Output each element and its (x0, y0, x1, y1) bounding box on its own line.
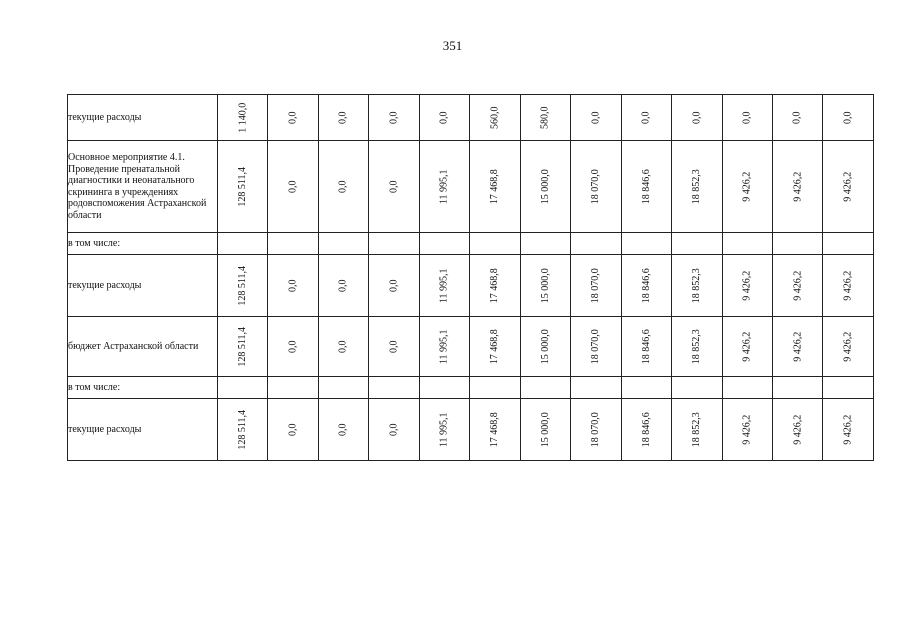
value-cell (318, 233, 368, 255)
cell-value: 0,0 (438, 111, 450, 124)
page-number: 351 (442, 38, 463, 53)
cell-value: 18 852,3 (691, 412, 703, 447)
cell-value: 18 846,6 (640, 412, 652, 447)
value-cell (823, 377, 873, 399)
value-cell (268, 95, 318, 141)
cell-value: 1 140,0 (236, 102, 248, 133)
cell-value: 9 426,2 (842, 270, 854, 301)
value-cell (571, 141, 621, 233)
value-cell (218, 399, 268, 461)
cell-value: 11 995,1 (438, 329, 450, 364)
value-cell (218, 233, 268, 255)
cell-value: 15 000,0 (539, 329, 551, 364)
value-cell (772, 141, 822, 233)
value-cell (318, 377, 368, 399)
value-cell (218, 141, 268, 233)
cell-value: 580,0 (539, 106, 551, 129)
cell-value: 9 426,2 (791, 171, 803, 202)
value-cell (772, 233, 822, 255)
cell-value: 9 426,2 (791, 270, 803, 301)
cell-value: 0,0 (741, 111, 753, 124)
cell-value: 15 000,0 (539, 268, 551, 303)
value-cell (470, 377, 520, 399)
row-label: в том числе: (68, 233, 218, 255)
value-cell (419, 317, 469, 377)
row-label: в том числе: (68, 377, 218, 399)
table-row (68, 399, 874, 461)
cell-value: 0,0 (337, 111, 349, 124)
value-cell (369, 95, 419, 141)
value-cell (419, 377, 469, 399)
value-cell (318, 141, 368, 233)
value-cell (672, 141, 722, 233)
cell-value: 9 426,2 (741, 414, 753, 445)
value-cell (722, 399, 772, 461)
value-cell (268, 141, 318, 233)
value-cell (369, 399, 419, 461)
value-cell (268, 317, 318, 377)
cell-value: 9 426,2 (741, 331, 753, 362)
value-cell (470, 233, 520, 255)
value-cell (470, 141, 520, 233)
cell-value: 18 852,3 (691, 169, 703, 204)
cell-value: 15 000,0 (539, 412, 551, 447)
cell-value: 9 426,2 (791, 331, 803, 362)
table-body (68, 95, 874, 461)
cell-value: 0,0 (691, 111, 703, 124)
table-row (68, 255, 874, 317)
value-cell (218, 377, 268, 399)
value-cell (571, 399, 621, 461)
value-cell (823, 399, 873, 461)
value-cell (672, 399, 722, 461)
value-cell (419, 399, 469, 461)
cell-value: 0,0 (590, 111, 602, 124)
value-cell (419, 233, 469, 255)
cell-value: 0,0 (287, 279, 299, 292)
row-label: текущие расходы (68, 255, 218, 317)
cell-value: 0,0 (388, 423, 400, 436)
value-cell (722, 233, 772, 255)
cell-value: 18 852,3 (691, 329, 703, 364)
value-cell (520, 377, 570, 399)
cell-value: 0,0 (791, 111, 803, 124)
cell-value: 9 426,2 (741, 171, 753, 202)
value-cell (369, 255, 419, 317)
value-cell (318, 255, 368, 317)
value-cell (318, 95, 368, 141)
value-cell (772, 317, 822, 377)
value-cell (520, 141, 570, 233)
value-cell (621, 317, 671, 377)
value-cell (218, 317, 268, 377)
value-cell (722, 377, 772, 399)
value-cell (369, 377, 419, 399)
table-row (68, 377, 874, 399)
cell-value: 17 468,8 (489, 329, 501, 364)
value-cell (571, 255, 621, 317)
cell-value: 11 995,1 (438, 169, 450, 204)
value-cell (722, 95, 772, 141)
value-cell (218, 95, 268, 141)
value-cell (268, 377, 318, 399)
value-cell (772, 399, 822, 461)
value-cell (268, 255, 318, 317)
value-cell (621, 399, 671, 461)
cell-value: 560,0 (489, 106, 501, 129)
cell-value: 0,0 (337, 423, 349, 436)
value-cell (772, 377, 822, 399)
value-cell (823, 141, 873, 233)
cell-value: 0,0 (388, 111, 400, 124)
value-cell (722, 317, 772, 377)
cell-value: 0,0 (337, 180, 349, 193)
cell-value: 17 468,8 (489, 412, 501, 447)
table-row (68, 141, 874, 233)
budget-table (67, 94, 874, 461)
cell-value: 128 511,4 (236, 166, 248, 207)
value-cell (672, 317, 722, 377)
value-cell (823, 317, 873, 377)
value-cell (571, 95, 621, 141)
cell-value: 18 846,6 (640, 329, 652, 364)
value-cell (268, 233, 318, 255)
value-cell (520, 233, 570, 255)
cell-value: 9 426,2 (842, 171, 854, 202)
cell-value: 11 995,1 (438, 412, 450, 447)
cell-value: 0,0 (388, 279, 400, 292)
cell-value: 9 426,2 (741, 270, 753, 301)
cell-value: 0,0 (287, 423, 299, 436)
cell-value: 0,0 (842, 111, 854, 124)
value-cell (520, 317, 570, 377)
value-cell (823, 95, 873, 141)
value-cell (318, 317, 368, 377)
cell-value: 0,0 (337, 340, 349, 353)
value-cell (672, 255, 722, 317)
value-cell (369, 317, 419, 377)
value-cell (621, 141, 671, 233)
value-cell (672, 95, 722, 141)
table-row (68, 233, 874, 255)
value-cell (823, 255, 873, 317)
value-cell (672, 233, 722, 255)
cell-value: 128 511,4 (236, 326, 248, 367)
value-cell (722, 255, 772, 317)
cell-value: 0,0 (287, 180, 299, 193)
value-cell (520, 399, 570, 461)
cell-value: 128 511,4 (236, 265, 248, 306)
cell-value: 18 070,0 (590, 412, 602, 447)
value-cell (520, 255, 570, 317)
cell-value: 18 846,6 (640, 169, 652, 204)
cell-value: 18 070,0 (590, 268, 602, 303)
value-cell (571, 317, 621, 377)
cell-value: 0,0 (337, 279, 349, 292)
value-cell (369, 233, 419, 255)
cell-value: 0,0 (287, 111, 299, 124)
value-cell (520, 95, 570, 141)
cell-value: 15 000,0 (539, 169, 551, 204)
cell-value: 0,0 (388, 180, 400, 193)
cell-value: 18 852,3 (691, 268, 703, 303)
value-cell (218, 255, 268, 317)
cell-value: 17 468,8 (489, 268, 501, 303)
row-label: текущие расходы (68, 95, 218, 141)
value-cell (823, 233, 873, 255)
row-label: бюджет Астраханской области (68, 317, 218, 377)
value-cell (672, 377, 722, 399)
row-label: текущие расходы (68, 399, 218, 461)
cell-value: 0,0 (287, 340, 299, 353)
value-cell (621, 95, 671, 141)
cell-value: 0,0 (388, 340, 400, 353)
cell-value: 17 468,8 (489, 169, 501, 204)
value-cell (722, 141, 772, 233)
value-cell (470, 317, 520, 377)
cell-value: 11 995,1 (438, 268, 450, 303)
value-cell (470, 95, 520, 141)
value-cell (772, 255, 822, 317)
value-cell (621, 233, 671, 255)
cell-value: 18 070,0 (590, 169, 602, 204)
cell-value: 128 511,4 (236, 409, 248, 450)
value-cell (571, 233, 621, 255)
cell-value: 9 426,2 (791, 414, 803, 445)
value-cell (419, 255, 469, 317)
cell-value: 18 846,6 (640, 268, 652, 303)
cell-value: 9 426,2 (842, 414, 854, 445)
table-row (68, 95, 874, 141)
value-cell (621, 377, 671, 399)
cell-value: 0,0 (640, 111, 652, 124)
row-label: Основное мероприятие 4.1. Проведение пренатальной диагностики и неонатального скрининга в учреждениях родовспоможения Астраханской области (68, 141, 218, 233)
value-cell (369, 141, 419, 233)
value-cell (470, 255, 520, 317)
value-cell (470, 399, 520, 461)
value-cell (571, 377, 621, 399)
value-cell (621, 255, 671, 317)
cell-value: 9 426,2 (842, 331, 854, 362)
value-cell (318, 399, 368, 461)
value-cell (419, 141, 469, 233)
cell-value: 18 070,0 (590, 329, 602, 364)
value-cell (268, 399, 318, 461)
value-cell (419, 95, 469, 141)
table-row (68, 317, 874, 377)
value-cell (772, 95, 822, 141)
